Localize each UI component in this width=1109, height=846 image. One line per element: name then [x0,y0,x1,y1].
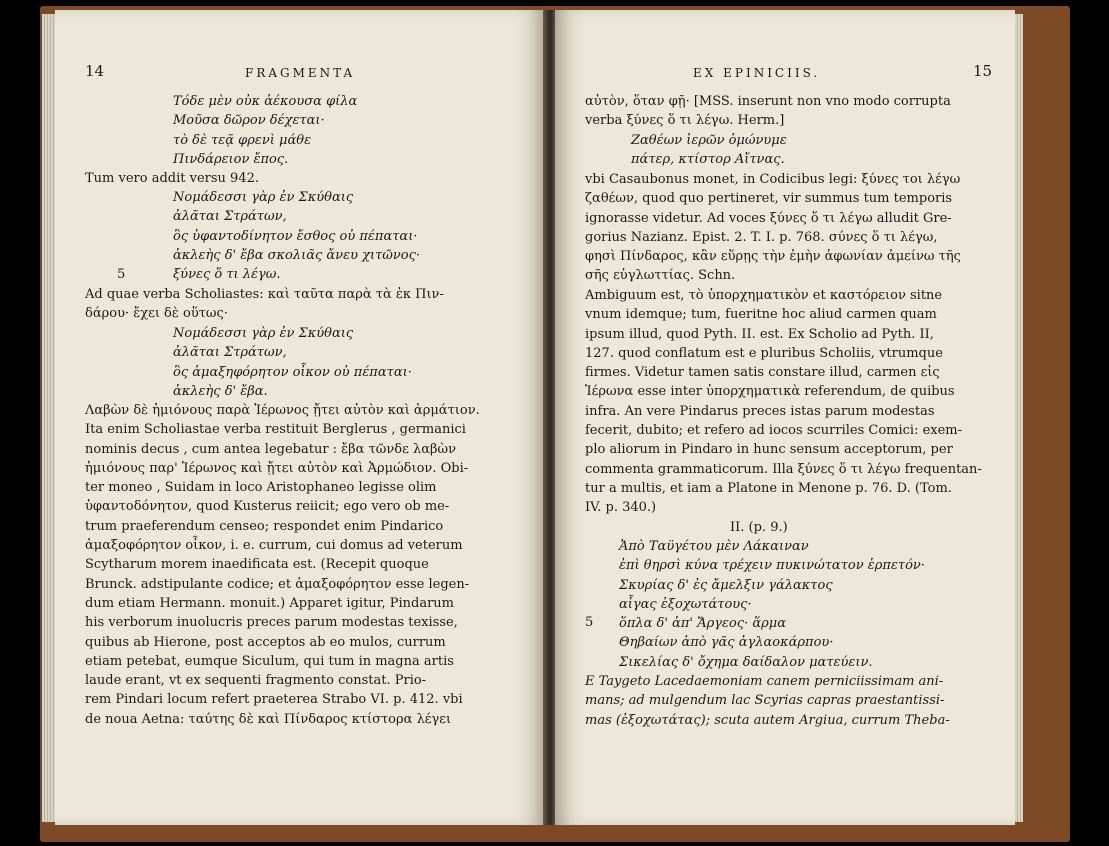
text-line: rem Pindari locum refert praeterea Strabo VI. p. 412. vbi [85,692,463,708]
verse-line: ἀκλεὴς δ' ἔβα σκολιᾶς ἄνευ χιτῶνος· [173,247,421,263]
text-line: plo aliorum in Pindaro in hunc sensum acceptorum, per [585,442,953,458]
text-line: his verborum inuolucris preces parum modestas texisse, [85,615,458,631]
text-line: laude erant, vt ex sequenti fragmento constat. Prio- [85,673,427,689]
verse-line: ἐπὶ θηρσὶ κύνα τρέχειν πυκινώτατον ἑρπετόν· [619,558,925,574]
text-line: infra. An vere Pindarus preces istas parum modestas [585,403,935,419]
page-edges-right [1015,14,1023,822]
verse-line: Νομάδεσσι γὰρ ἐν Σκύθαις [173,326,354,341]
text-line: ἡμιόνους παρ' Ἱέρωνος καὶ ᾔτει αὐτὸν καὶ Ἀρμώδιον. Obi- [85,460,469,476]
verse-line: αἶγας ἐξοχωτάτους· [619,596,752,612]
text-line: mans; ad mulgendum lac Scyrias capras praestantissi- [585,693,945,709]
prose-note-2 [85,285,444,324]
prose-note-1 [585,92,951,131]
verse-line: Τόδε μὲν οὐκ ἀέκουσα φίλα [173,94,358,109]
text-line: ἁμαξοφόρητον οἶκον, i. e. currum, cui domus ad veterum [85,538,463,554]
verse-line: ἀλᾶται Στράτων, [173,345,287,361]
right-page [555,10,1015,825]
text-line: nominis decus , cum antea legebatur : ἔβα τῶνδε λαβὼν [85,441,457,457]
running-head: EX EPINICIIS. [693,66,821,80]
prose-note-2 [585,170,961,286]
text-line: Λαβὼν δὲ ἡμιόνους παρὰ Ἱέρωνος ᾔτει αὐτὸν καὶ ἁρμάτιον. [85,403,480,418]
verse-line: Σκυρίας δ' ἐς ἄμελξιν γάλακτος [619,577,833,593]
prose-note-1 [85,169,259,188]
verse-line: Θηβαίων ἀπὸ γᾶς ἀγλαοκάρπου· [619,635,834,651]
line-number: 5 [585,615,594,630]
line-number: 5 [117,267,126,282]
text-line: verba ξύνες ὅ τι λέγω. Herm.] [585,113,785,129]
verse-line: ξύνες ὅ τι λέγω. [173,267,281,283]
text-line: σῆς εὐγλωττίας. Schn. [585,268,736,284]
page-number: 15 [973,62,993,80]
page-edges-left [42,14,56,822]
text-line: mas (ἐξοχωτάτας); scuta autem Argiua, currum Theba- [585,712,950,728]
section-heading: II. (p. 9.) [730,520,788,535]
text-line: Scytharum morem inaedificata est. (Recepit quoque [85,557,429,573]
verse-line: ἀκλεὴς δ' ἔβα. [173,383,268,399]
text-line: etiam petebat, eumque Siculum, qui tum in magna artis [85,653,454,669]
text-line: de noua Aetna: ταύτης δὲ καὶ Πίνδαρος κτίστορα λέγει [85,711,452,727]
verse-line: Ζαθέων ἱερῶν ὁμώνυμε [631,133,787,148]
text-line: commenta grammaticorum. Illa ξύνες ὅ τι λέγω frequentan- [585,461,982,477]
verse-line: ὃς ἁμαξηφόρητον οἶκον οὐ πέπαται· [173,364,412,380]
text-line: αὐτὸν, ὅταν φῇ· [MSS. inserunt non vno modo corrupta [585,94,951,109]
running-head: FRAGMENTA [245,66,356,80]
verse-fragment-2 [619,537,925,672]
verse-fragment-1 [631,131,787,170]
commentary-text [85,401,480,729]
text-line: 127. quod conflatum est e pluribus Scholiis, vtrumque [585,345,943,361]
text-line: vbi Casaubonus monet, in Codicibus legi: ξύνες τοι λέγω [585,172,961,187]
commentary-text [585,286,982,518]
verse-line: Μοῦσα δῶρον δέχεται· [173,113,325,129]
verse-line: τὸ δὲ τεᾷ φρενὶ μάθε [173,132,312,148]
verse-line: ἀλᾶται Στράτων, [173,209,287,225]
text-line: vnum idemque; tum, fueritne hoc aliud carmen quam [585,307,937,323]
text-line: firmes. Videtur tamen satis constare illud, carmen εἰς [585,365,940,381]
verse-line: ὅπλα δ' ἀπ' Ἄργεος· ἅρμα [619,616,787,632]
verse-line: Πινδάρειον ἔπος. [173,151,289,167]
text-line: IV. p. 340.) [585,500,657,516]
text-line: ter moneo , Suidam in loco Aristophaneo legisse olim [85,480,437,496]
verse-line: Σικελίας δ' ὄχημα δαίδαλον ματεύειν. [619,654,873,670]
text-line: E Taygeto Lacedaemoniam canem perniciissimam ani- [585,674,944,689]
verse-fragment-3 [173,324,412,401]
text-line: Brunck. adstipulante codice; et ἁμαξοφόρητον esse legen- [85,576,470,592]
text-line: trum praeferendum censeo; respondet enim Pindarico [85,518,444,534]
page-number: 14 [85,62,105,80]
text-line: Ἱέρωνα esse inter ὑπορχηματικὰ referendum, de quibus [585,384,955,400]
verse-line: Ἀπὸ Ταϋγέτου μὲν Λάκαιναν [619,539,809,554]
text-line: dum etiam Hermann. monuit.) Apparet igitur, Pindarum [85,595,454,611]
text-line: Ambiguum est, τὸ ὑπορχηματικὸν et καστόρειον sitne [585,288,943,303]
text-line: δάρου· ἔχει δὲ οὕτως· [85,306,228,322]
verse-line: ὃς ὑφαντοδίνητον ἔσθος οὐ πέπαται· [173,228,418,244]
text-line: Ad quae verba Scholiastes: καὶ ταῦτα παρὰ τὰ ἐκ Πιν- [85,287,444,302]
text-line: ipsum illud, quod Pyth. II. est. Ex Scholio ad Pyth. II, [585,326,934,342]
text-line: quibus ab Hierone, post acceptos ab eo mulos, currum [85,634,446,650]
text-line: Tum vero addit versu 942. [85,171,259,186]
verse-fragment-1 [173,92,357,169]
verse-fragment-2 [173,188,420,284]
translation-text [585,672,950,730]
verse-line: Νομάδεσσι γὰρ ἐν Σκύθαις [173,190,354,205]
text-line: tur a multis, et iam a Platone in Menone p. 76. D. (Tom. [585,480,952,496]
verse-line: πάτερ, κτίστορ Αἴτνας. [631,152,785,168]
text-line: ignorasse videtur. Ad voces ξύνες ὅ τι λέγω alludit Gre- [585,210,952,226]
text-line: ζαθέων, quod quo pertineret, vir summus tum temporis [585,191,953,207]
text-line: Ita enim Scholiastae verba restituit Berglerus , germanici [85,422,466,438]
text-line: φησὶ Πίνδαρος, κἂν εὕρῃς τὴν ἐμὴν ἀφωνίαν ἀμείνω τῆς [585,249,961,265]
text-line: fecerit, dubito; et refero ad iocos scurriles Comici: exem- [585,423,963,439]
text-line: ὑφαντοδόνητον, quod Kusterus reiicit; ego vero ob me- [85,499,450,515]
left-page [55,10,545,825]
text-line: gorius Nazianz. Epist. 2. T. I. p. 768. σύνες ὅ τι λέγω, [585,229,938,245]
